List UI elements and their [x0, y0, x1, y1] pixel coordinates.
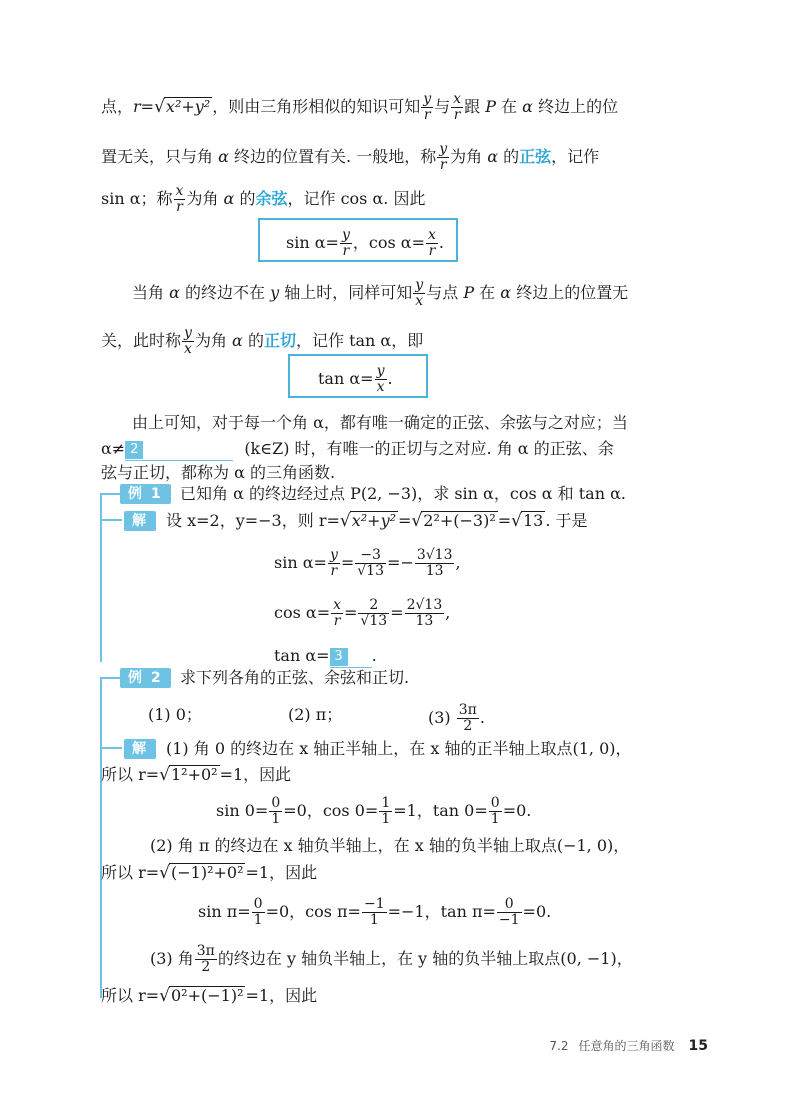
example2-s2-line2: 所以 r=√(−1)²+0² =1，因此 [101, 863, 318, 883]
example2-s3-line1: (3) 角 $\frac{3\pi}{2}$ 的终边在 y 轴负半轴上，在 y 轴的负半轴上取点(0, −1)， [150, 943, 633, 975]
example1-cos-eq: cos α= $\frac{x}{r}$ = $\frac{2}{√13}$ = $\frac{2√13}{13}$ , [274, 597, 451, 629]
example2-badge: 例 2 [120, 668, 171, 688]
keyword-sine: 正弦 [519, 147, 552, 166]
footer-section-number: 7.2 [549, 1039, 569, 1053]
page-number: 15 [688, 1038, 708, 1054]
example2-s2-eq: sin π= $\frac{0}{1}$ =0，cos π= $\frac{-1}{1}$ =−1，tan π= $\frac{0}{-1}$ =0. [198, 896, 552, 928]
example1-badge: 例 1 [120, 484, 171, 504]
example1-solution-connector [100, 519, 122, 521]
keyword-tangent: 正切 [263, 331, 296, 350]
example2-s1-line1: (1) 角 0 的终边在 x 轴正半轴上，在 x 轴的正半轴上取点(1, 0)， [166, 739, 632, 758]
para1-line1: 点，r=√x²+y² ，则由三角形相似的知识可知 $\frac{y}{r}$ 与 $\frac{x}{r}$ 跟 P 在 α 终边上的位 [101, 91, 619, 123]
page-footer [549, 1037, 708, 1054]
example2-item3: (3) $\frac{3\pi}{2}$ . [428, 702, 485, 734]
example1-tan-eq: tan α= 3 . [274, 643, 377, 668]
example2-margin-line [100, 678, 102, 998]
example1-sin-eq: sin α= $\frac{y}{r}$ = $\frac{-3}{√13}$ =− $\frac{3√13}{13}$ , [274, 547, 461, 579]
example2-item2: (2) π； [288, 705, 343, 724]
footer-section-title: 任意角的三角函数 [578, 1039, 675, 1053]
example2-s1-line2: 所以 r=√1²+0² =1，因此 [101, 765, 292, 785]
example2-s1-eq: sin 0= $\frac{0}{1}$ =0，cos 0= $\frac{1}{1}$ =1，tan 0= $\frac{0}{1}$ =0. [216, 795, 532, 827]
para3-line2: α≠ 2 (k∈Z) 时，有唯一的正切与之对应. 角 α 的正弦、余 [101, 436, 614, 461]
example2-solution-connector [100, 747, 122, 749]
para1-line2: 置无关，只与角 α 终边的位置有关. 一般地，称 $\frac{y}{r}$ 为角 α 的正弦，记作 [101, 141, 600, 173]
example2-solution-badge: 解 [124, 739, 156, 759]
keyword-cosine: 余弦 [255, 189, 288, 208]
example1-solution-line1: 设 x=2，y=−3，则 r=√x²+y² =√2²+(−3)² =√13 . 于是 [166, 511, 588, 531]
para3-line3: 弦与正切，都称为 α 的三角函数. [101, 463, 336, 482]
example1-connector [100, 493, 122, 495]
blank-3: 3 [330, 648, 348, 666]
para1-line3: sin α；称 $\frac{x}{r}$ 为角 α 的余弦，记作 cos α. 因此 [101, 183, 426, 215]
para3-line1: 由上可知，对于每一个角 α，都有唯一确定的正弦、余弦与之对应；当 [132, 413, 628, 432]
example2-item1: (1) 0； [148, 705, 202, 724]
para2-line1: 当角 α 的终边不在 y 轴上时，同样可知 $\frac{y}{x}$ 与点 P 在 α 终边上的位置无 [132, 277, 629, 309]
example2-connector [100, 677, 122, 679]
example1-solution-badge: 解 [124, 511, 156, 531]
para2-line2: 关，此时称 $\frac{y}{x}$ 为角 α 的正切，记作 tan α，即 [101, 325, 424, 357]
example1-question: 已知角 α 的终边经过点 P(2, −3)，求 sin α，cos α 和 tan α. [180, 484, 626, 503]
example2-s3-line2: 所以 r=√0²+(−1)² =1，因此 [101, 986, 318, 1006]
definition-box-tan: tan α= $\frac{y}{x}$ . [288, 354, 428, 398]
example2-question: 求下列各角的正弦、余弦和正切. [180, 668, 410, 687]
example2-s2-line1: (2) 角 π 的终边在 x 轴负半轴上，在 x 轴的负半轴上取点(−1, 0)， [150, 836, 630, 855]
definition-box-sin-cos: sin α= $\frac{y}{r}$ ，cos α= $\frac{x}{r}$ . [258, 218, 458, 262]
blank-2: 2 [125, 441, 143, 459]
